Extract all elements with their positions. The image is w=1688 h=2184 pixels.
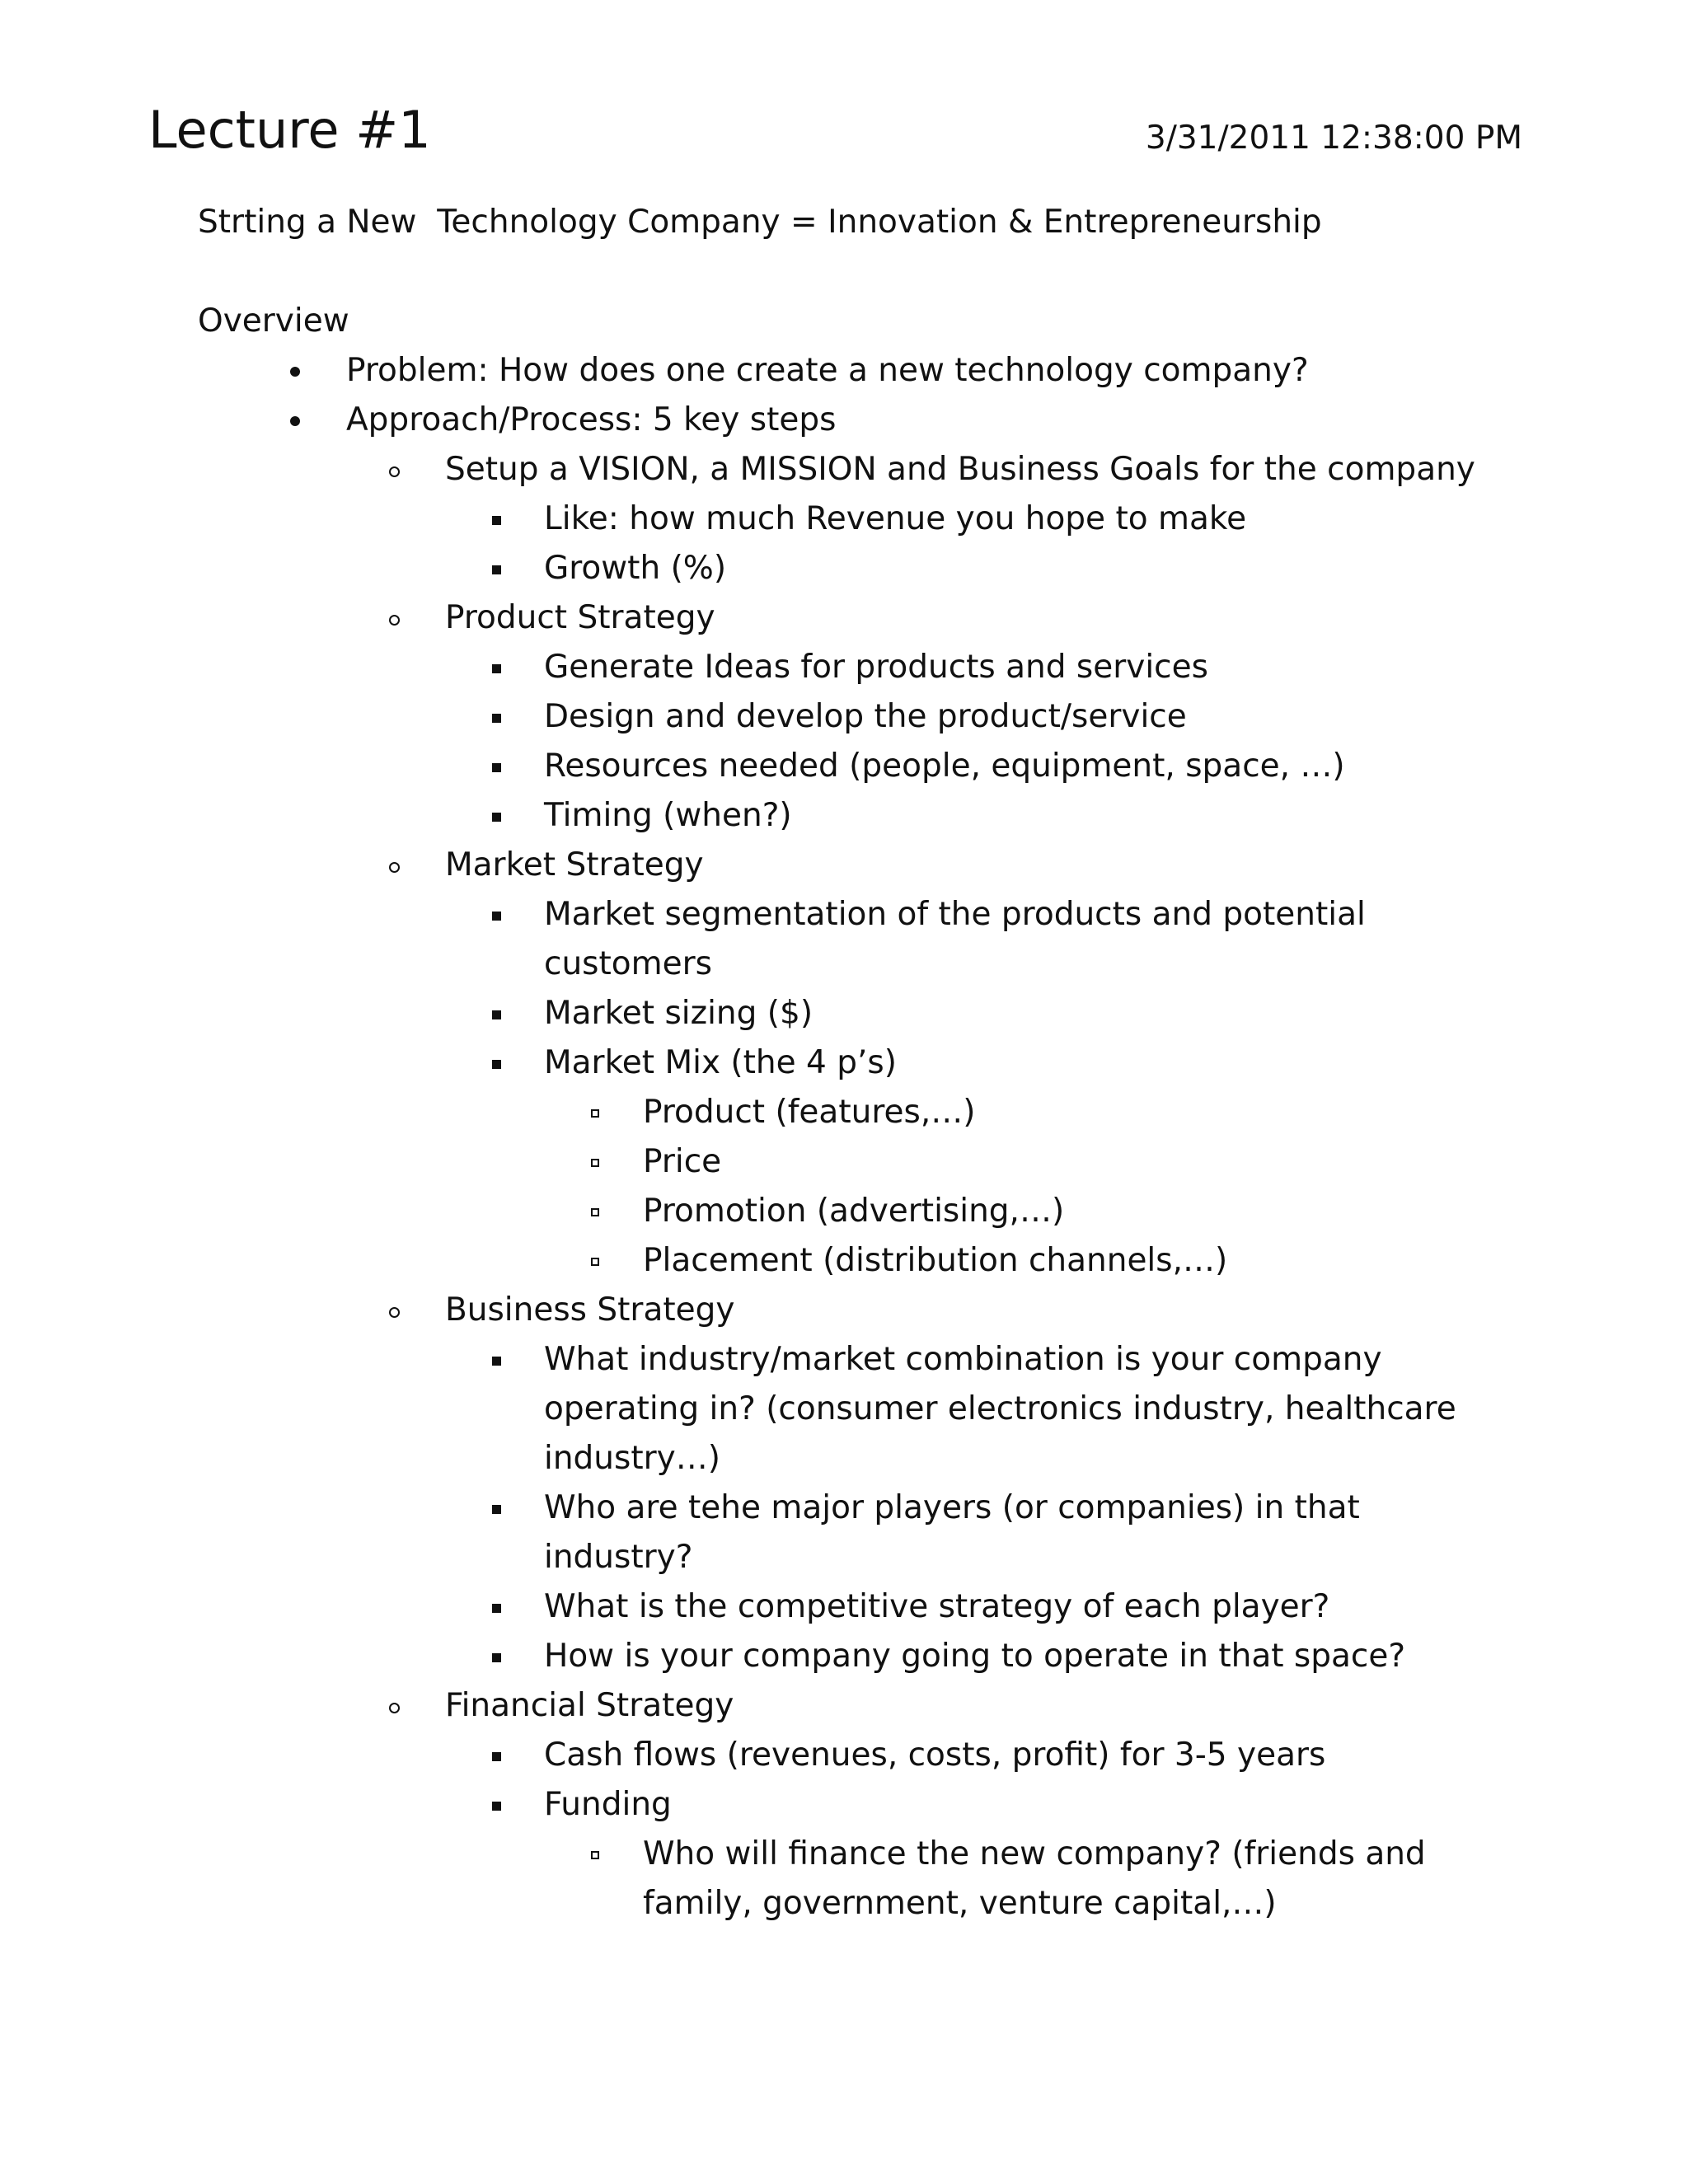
item-text: Timing (when?): [544, 797, 792, 834]
item-text: What is the competitive strategy of each player?: [544, 1588, 1330, 1625]
timestamp: 3/31/2011 12:38:00 PM: [1145, 120, 1522, 157]
bullet-circle-icon: [396, 841, 429, 890]
bullet-square-icon: [495, 1038, 528, 1088]
list-item: [544, 1582, 1517, 1632]
step-title: Market Strategy: [445, 846, 704, 883]
item-text: Promotion (advertising,…): [643, 1193, 1065, 1230]
bullet-square-icon: [495, 1780, 528, 1830]
list-item: [643, 1236, 1517, 1286]
bullet-square-icon: [495, 494, 528, 544]
list-item: [544, 890, 1517, 989]
overview-outline: [0, 346, 1688, 1929]
bullet-square-icon: [495, 1731, 528, 1780]
document-subtitle: Strting a New Technology Company = Innovation & Entrepreneurship: [198, 204, 1322, 241]
list-item: [544, 791, 1517, 841]
bullet-square-icon: [495, 643, 528, 692]
item-text: Product (features,…): [643, 1094, 976, 1131]
list-item: [643, 1830, 1517, 1929]
item-text: Problem: How does one create a new technology company?: [346, 352, 1309, 389]
bullet-hollow-square-icon: [593, 1236, 626, 1286]
item-text: How is your company going to operate in that space?: [544, 1638, 1406, 1675]
item-text: Generate Ideas for products and services: [544, 649, 1208, 686]
list-item: [643, 1088, 1517, 1137]
item-text: Market sizing ($): [544, 995, 814, 1032]
item-text: Placement (distribution channels,…): [643, 1242, 1228, 1279]
bullet-circle-icon: [396, 1681, 429, 1731]
bullet-disc-icon: [297, 396, 330, 445]
item-text: Market segmentation of the products and potential customers: [544, 896, 1366, 982]
item-text: Who will finance the new company? (friends and family, government, venture capital,…): [643, 1835, 1426, 1922]
bullet-hollow-square-icon: [593, 1137, 626, 1187]
bullet-square-icon: [495, 742, 528, 791]
bullet-square-icon: [495, 890, 528, 940]
step-title: Business Strategy: [445, 1291, 735, 1329]
step-title: Financial Strategy: [445, 1687, 734, 1724]
bullet-square-icon: [495, 692, 528, 742]
list-item-problem: [346, 346, 1533, 396]
list-item: [544, 494, 1517, 544]
bullet-square-icon: [495, 544, 528, 593]
list-item: [544, 544, 1517, 593]
step-item-business-strategy: [445, 1286, 1517, 1335]
item-text: Who are tehe major players (or companies) in that industry?: [544, 1489, 1360, 1576]
item-text: Cash flows (revenues, costs, profit) for 3-5 years: [544, 1736, 1326, 1774]
list-item: [544, 1483, 1517, 1582]
step-title: Setup a VISION, a MISSION and Business Goals for the company: [445, 451, 1475, 488]
item-text: Like: how much Revenue you hope to make: [544, 500, 1247, 537]
bullet-circle-icon: [396, 1286, 429, 1335]
page-title: Lecture #1: [148, 100, 431, 160]
step-item-financial-strategy: [445, 1681, 1517, 1731]
list-item: [544, 1731, 1517, 1780]
item-text: Resources needed (people, equipment, space, …): [544, 748, 1345, 785]
bullet-disc-icon: [297, 346, 330, 396]
bullet-square-icon: [495, 1632, 528, 1681]
list-item: [544, 643, 1517, 692]
list-item: [544, 1632, 1517, 1681]
list-item: [643, 1187, 1517, 1236]
section-heading-overview: Overview: [198, 302, 349, 340]
list-item: [544, 1335, 1517, 1483]
item-text: Growth (%): [544, 550, 727, 587]
step-item-product-strategy: [445, 593, 1517, 643]
item-text: Funding: [544, 1786, 672, 1823]
item-text: What industry/market combination is your company operating in? (consumer electronics industry, healthcare industry…): [544, 1341, 1456, 1477]
bullet-hollow-square-icon: [593, 1187, 626, 1236]
step-item-market-strategy: [445, 841, 1517, 890]
bullet-hollow-square-icon: [593, 1088, 626, 1137]
list-item: [544, 989, 1517, 1038]
bullet-hollow-square-icon: [593, 1830, 626, 1879]
bullet-square-icon: [495, 791, 528, 841]
list-item-approach: [346, 396, 1533, 445]
bullet-square-icon: [495, 1582, 528, 1632]
step-title: Product Strategy: [445, 599, 715, 636]
bullet-circle-icon: [396, 593, 429, 643]
item-text: Price: [643, 1143, 722, 1180]
list-item: [544, 1780, 1517, 1830]
step-item-vision: [445, 445, 1517, 494]
item-text: Approach/Process: 5 key steps: [346, 401, 837, 438]
list-item: [643, 1137, 1517, 1187]
list-item: [544, 742, 1517, 791]
bullet-square-icon: [495, 989, 528, 1038]
list-item: [544, 692, 1517, 742]
item-text: Design and develop the product/service: [544, 698, 1187, 735]
list-item: [544, 1038, 1517, 1088]
item-text: Market Mix (the 4 p’s): [544, 1044, 897, 1081]
bullet-square-icon: [495, 1335, 528, 1385]
bullet-square-icon: [495, 1483, 528, 1533]
bullet-circle-icon: [396, 445, 429, 494]
